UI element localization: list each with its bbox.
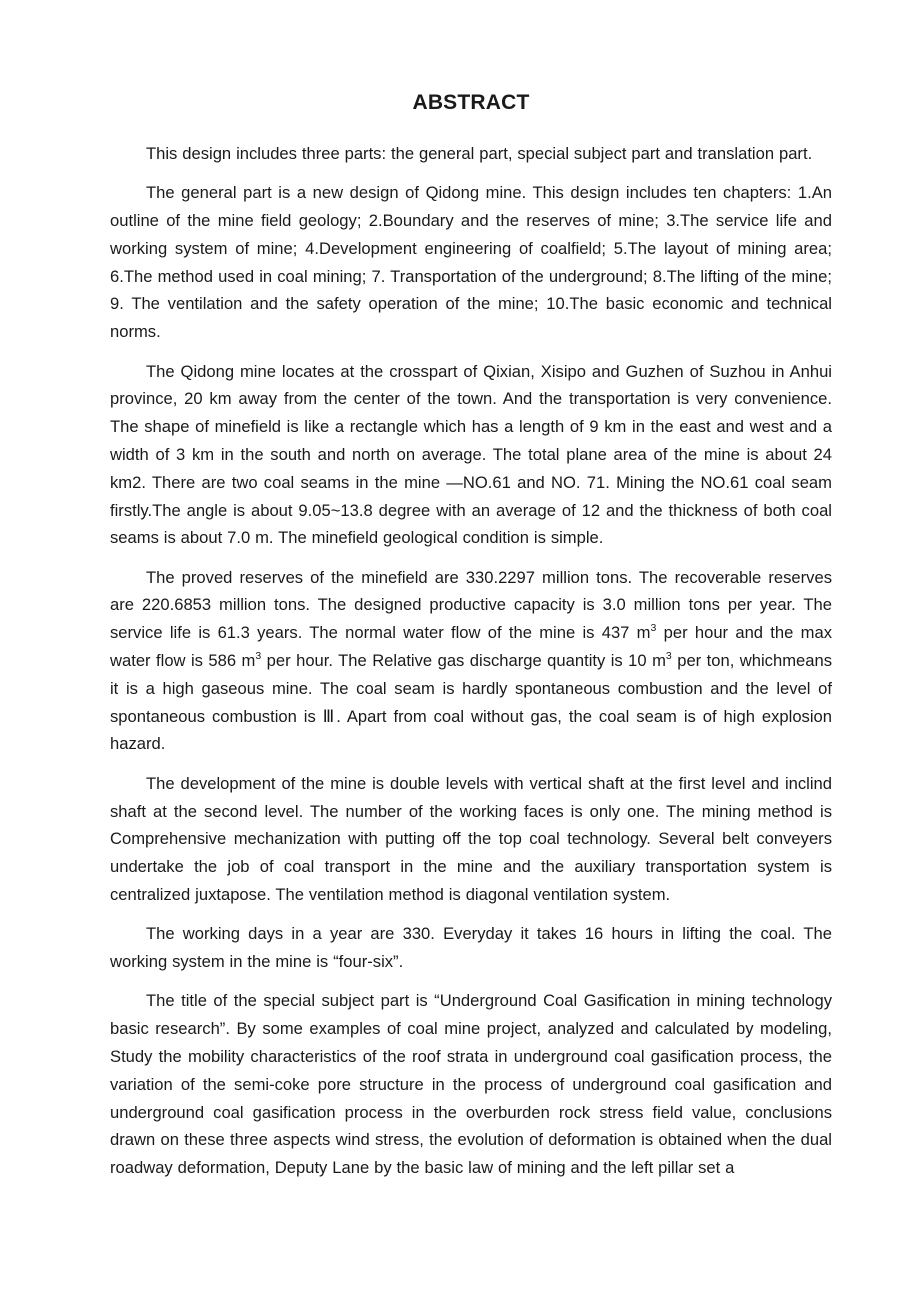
superscript-3: 3 — [665, 650, 672, 663]
paragraph-special-subject: The title of the special subject part is “Underground Coal Gasification in mining technology basic research”. By some examples of coal mine project, analyzed and calculated by modeling, Study the mobility characteristics of the roof strata in underground coal gasification process, the variation of the semi-coke pore structure in the process of underground coal gasification and underground coal gasification process in the overburden rock stress field value, conclusions drawn on these three aspects wind stress, the evolution of deformation is obtained when the dual roadway deformation, Deputy Lane by the basic law of mining and the left pillar set a — [110, 991, 832, 1178]
reserves-text-d: per ton, whichmeans it is a high gaseous mine. The coal seam is hardly spontaneous combustion and the level of spontaneous combustion is Ⅲ. Apart from coal without gas, the coal seam is of high explosion hazard. — [110, 651, 832, 754]
reserves-text-c: per hour. The Relative gas discharge quantity is 10 m — [261, 651, 666, 671]
superscript-3: 3 — [255, 650, 262, 663]
paragraph-mine-location: The Qidong mine locates at the crosspart of Qixian, Xisipo and Guzhen of Suzhou in Anhui province, 20 km away from the center of the town. And the transportation is very convenience. The shape of minefield is like a rectangle which has a length of 9 km in the east and west and a width of 3 km in the south and north on average. The total plane area of the mine is about 24 km2. There are two coal seams in the mine —NO.61 and NO. 71. Mining the NO.61 coal seam firstly.The angle is about 9.05~13.8 degree with an average of 12 and the thickness of both coal seams is about 7.0 m. The minefield geological condition is simple. — [110, 361, 832, 548]
document-page — [110, 88, 832, 1193]
reserves-text-a: The proved reserves of the minefield are 330.2297 million tons. The recoverable reserves are 220.6853 million tons. The designed productive capacity is 3.0 million tons per year. The service life is 61.3 years. The normal water flow of the mine is 437 m — [110, 567, 832, 643]
paragraph-general-part: The general part is a new design of Qidong mine. This design includes ten chapters: 1.An outline of the mine field geology; 2.Boundary and the reserves of mine; 3.The service life and working system of mine; 4.Development engineering of coalfield; 5.The layout of mining area; 6.The method used in coal mining; 7. Transportation of the underground; 8.The lifting of the mine; 9. The ventilation and the safety operation of the mine; 10.The basic economic and technical norms. — [110, 183, 832, 342]
paragraph-overview: This design includes three parts: the general part, special subject part and translation part. — [146, 144, 813, 163]
reserves-text-b: per hour and the max water flow is 586 m — [110, 623, 832, 671]
abstract-title: ABSTRACT — [412, 91, 530, 114]
paragraph-working-system: The working days in a year are 330. Everyday it takes 16 hours in lifting the coal. The working system in the mine is “four-six”. — [110, 924, 832, 972]
paragraph-reserves — [110, 564, 832, 759]
paragraph-development: The development of the mine is double levels with vertical shaft at the first level and inclind shaft at the second level. The number of the working faces is only one. The mining method is Comprehensive mechanization with putting off the top coal technology. Several belt conveyers undertake the job of coal transport in the mine and the auxiliary transportation system is centralized juxtapose. The ventilation method is diagonal ventilation system. — [110, 773, 832, 904]
superscript-3: 3 — [650, 622, 657, 635]
